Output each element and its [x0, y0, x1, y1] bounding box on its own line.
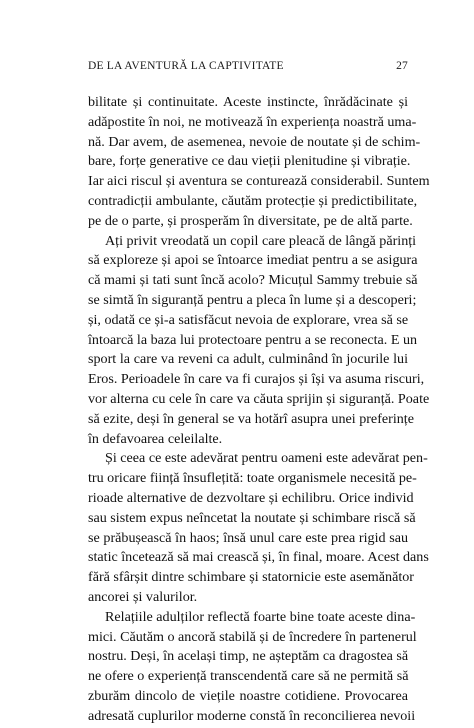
- text-line: zburăm dincolo de viețile noastre cotidiene. Provocarea: [88, 687, 408, 704]
- paragraph: [88, 232, 430, 450]
- text-line: Ați privit vreodată un copil care pleacă de lângă părinți: [105, 232, 417, 249]
- text-line: adăpostite în noi, ne motivează în experiența noastră uma-: [88, 113, 417, 130]
- text-line: contradicții ambulante, căutăm protecție și predictibilitate,: [88, 192, 418, 209]
- text-line: rioade alternative de dezvoltare și echilibru. Orice individ: [88, 489, 414, 506]
- text-line: în defavoarea celeilalte.: [88, 430, 223, 447]
- paragraph: [88, 608, 417, 727]
- text-line: să exploreze și apoi se întoarce imediat pentru a se asigura: [88, 252, 418, 269]
- text-line: se simtă în siguranță pentru a pleca în lume și a descoperi;: [88, 291, 417, 308]
- text-line: mici. Căutăm o ancoră stabilă și de încredere în partenerul: [88, 628, 417, 645]
- text-line: Relațiile adulților reflectă foarte bine toate aceste dina-: [105, 608, 416, 625]
- text-line: Și ceea ce este adevărat pentru oameni este adevărat pen-: [105, 450, 428, 467]
- body-text: [88, 93, 430, 727]
- text-line: nostru. Deși, în același timp, ne așteptăm ca dragostea să: [88, 648, 409, 665]
- paragraph: [88, 93, 430, 232]
- text-line: bilitate și continuitate. Aceste instincte, înrădăcinate și: [88, 94, 408, 110]
- text-line: adresată cuplurilor moderne constă în reconcilierea nevoii: [88, 707, 416, 724]
- text-line: se prăbușească în haos; însă unul care este prea rigid sau: [88, 529, 408, 546]
- chapter-title: DE LA AVENTURĂ LA CAPTIVITATE: [88, 60, 284, 72]
- text-line: și, odată ce și-a satisfăcut nevoia de explorare, vrea să se: [88, 311, 409, 328]
- text-line: Iar aici riscul și aventura se conturează considerabil. Suntem: [88, 173, 430, 190]
- page-number: 27: [396, 60, 408, 72]
- text-line: sau sistem expus neîncetat la noutate și schimbare riscă să: [88, 509, 416, 526]
- text-line: tru oricare ființă însuflețită: toate organismele necesită pe-: [88, 470, 417, 487]
- text-line: sport la care va reveni ca adult, culminând în jocurile lui: [88, 351, 408, 368]
- text-line: Eros. Perioadele în care va fi curajos și își va asuma riscuri,: [88, 371, 425, 388]
- text-line: să ezite, deși în general se va hotărî asupra unei preferințe: [88, 410, 414, 427]
- text-line: că mami și tati sunt încă acolo? Micuțul Sammy trebuie să: [88, 272, 418, 289]
- text-line: ne ofere o experiență transcendentă care să ne permită să: [88, 668, 409, 685]
- text-line: fără sfârșit dintre schimbare și statornicie este asemănător: [88, 569, 414, 586]
- text-line: static încetează să mai crească și, în final, moare. Acest dans: [88, 549, 429, 566]
- text-line: pe de o parte, și prosperăm în diversitate, pe de altă parte.: [88, 212, 413, 229]
- paragraph: [88, 449, 429, 607]
- text-line: bare, forțe generative ce dau vieții plenitudine și vibrație.: [88, 153, 411, 170]
- text-line: nă. Dar avem, de asemenea, nevoie de noutate și de schim-: [88, 133, 421, 150]
- text-line: ancorei și valurilor.: [88, 588, 198, 605]
- text-line: întoarcă la baza lui protectoare pentru a se reconecta. E un: [88, 331, 418, 348]
- text-line: vor alterna cu cele în care va căuta sprijin și siguranță. Poate: [88, 390, 430, 407]
